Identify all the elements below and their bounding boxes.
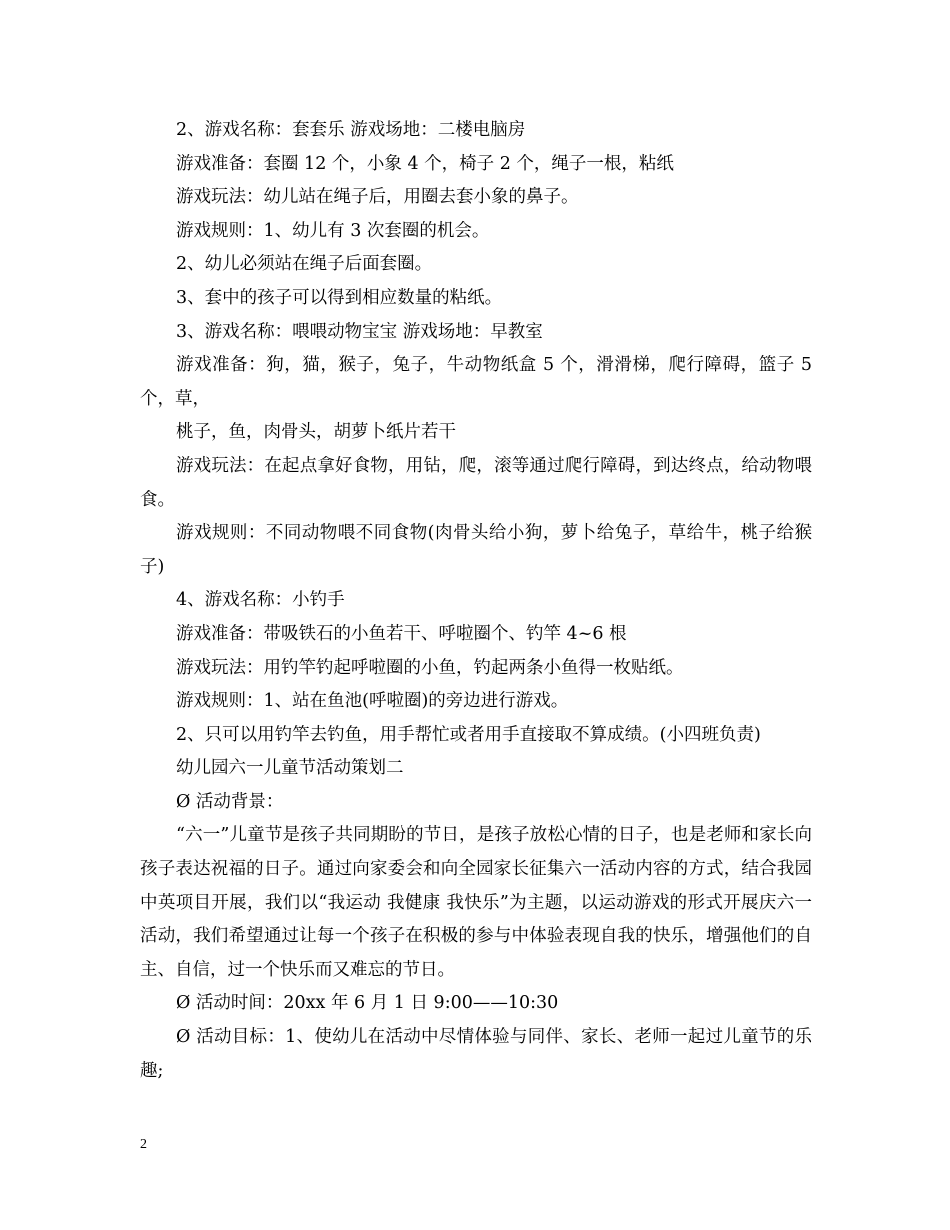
bullet-item: Ø 活动目标：1、使幼儿在活动中尽情体验与同伴、家长、老师一起过儿童节的乐趣; bbox=[140, 1027, 812, 1081]
paragraph: 游戏玩法：在起点拿好食物，用钻，爬，滚等通过爬行障碍，到达终点，给动物喂食。 bbox=[140, 455, 812, 510]
paragraph: 游戏准备：狗，猫，猴子，兔子，牛动物纸盒 5 个，滑滑梯，爬行障碍，篮子 5 个，草， bbox=[140, 355, 812, 409]
bullet-heading: Ø 活动背景： bbox=[176, 791, 284, 812]
paragraph: 2、游戏名称：套套乐 游戏场地：二楼电脑房 bbox=[176, 120, 526, 140]
paragraph: 2、幼儿必须站在绳子后面套圈。 bbox=[176, 254, 433, 275]
paragraph: 2、只可以用钓竿去钓鱼，用手帮忙或者用手直接取不算成绩。(小四班负责) bbox=[176, 724, 761, 745]
paragraph: 游戏玩法：用钓竿钓起呼啦圈的小鱼，钓起两条小鱼得一枚贴纸。 bbox=[176, 657, 684, 678]
paragraph: 游戏准备：带吸铁石的小鱼若干、呼啦圈个、钓竿 4~6 根 bbox=[176, 623, 627, 644]
section-title: 幼儿园六一儿童节活动策划二 bbox=[176, 758, 404, 779]
document-body bbox=[140, 114, 812, 1088]
paragraph: 游戏玩法：幼儿站在绳子后，用圈去套小象的鼻子。 bbox=[176, 187, 579, 208]
paragraph: 3、套中的孩子可以得到相应数量的粘纸。 bbox=[176, 287, 503, 308]
paragraph: 游戏规则：不同动物喂不同食物(肉骨头给小狗，萝卜给兔子，草给牛，桃子给猴子) bbox=[140, 523, 812, 577]
paragraph: 3、游戏名称：喂喂动物宝宝 游戏场地：早教室 bbox=[176, 321, 543, 342]
paragraph: 桃子，鱼，肉骨头，胡萝卜纸片若干 bbox=[176, 422, 456, 443]
paragraph: “六一”儿童节是孩子共同期盼的节日，是孩子放松心情的日子，也是老师和家长向孩子表达祝福的日子。通过向家委会和向全园家长征集六一活动内容的方式，结合我园中英项目开展，我们以“我运动 我健康 我快乐”为主题，以运动游戏的形式开展庆六一活动，我们希望通过让每一个孩子在积极的参与中体验表现自我的快乐，增强他们的自主、自信，过一个快乐而又难忘的节日。 bbox=[140, 825, 812, 980]
paragraph: 游戏规则：1、站在鱼池(呼啦圈)的旁边进行游戏。 bbox=[176, 691, 569, 712]
bullet-item: Ø 活动时间：20xx 年 6 月 1 日 9:00——10:30 bbox=[176, 993, 559, 1014]
page-number: 2 bbox=[140, 1137, 147, 1152]
paragraph: 游戏准备：套圈 12 个，小象 4 个，椅子 2 个，绳子一根，粘纸 bbox=[176, 153, 674, 174]
paragraph: 游戏规则：1、幼儿有 3 次套圈的机会。 bbox=[176, 220, 490, 241]
paragraph: 4、游戏名称：小钓手 bbox=[176, 590, 345, 611]
